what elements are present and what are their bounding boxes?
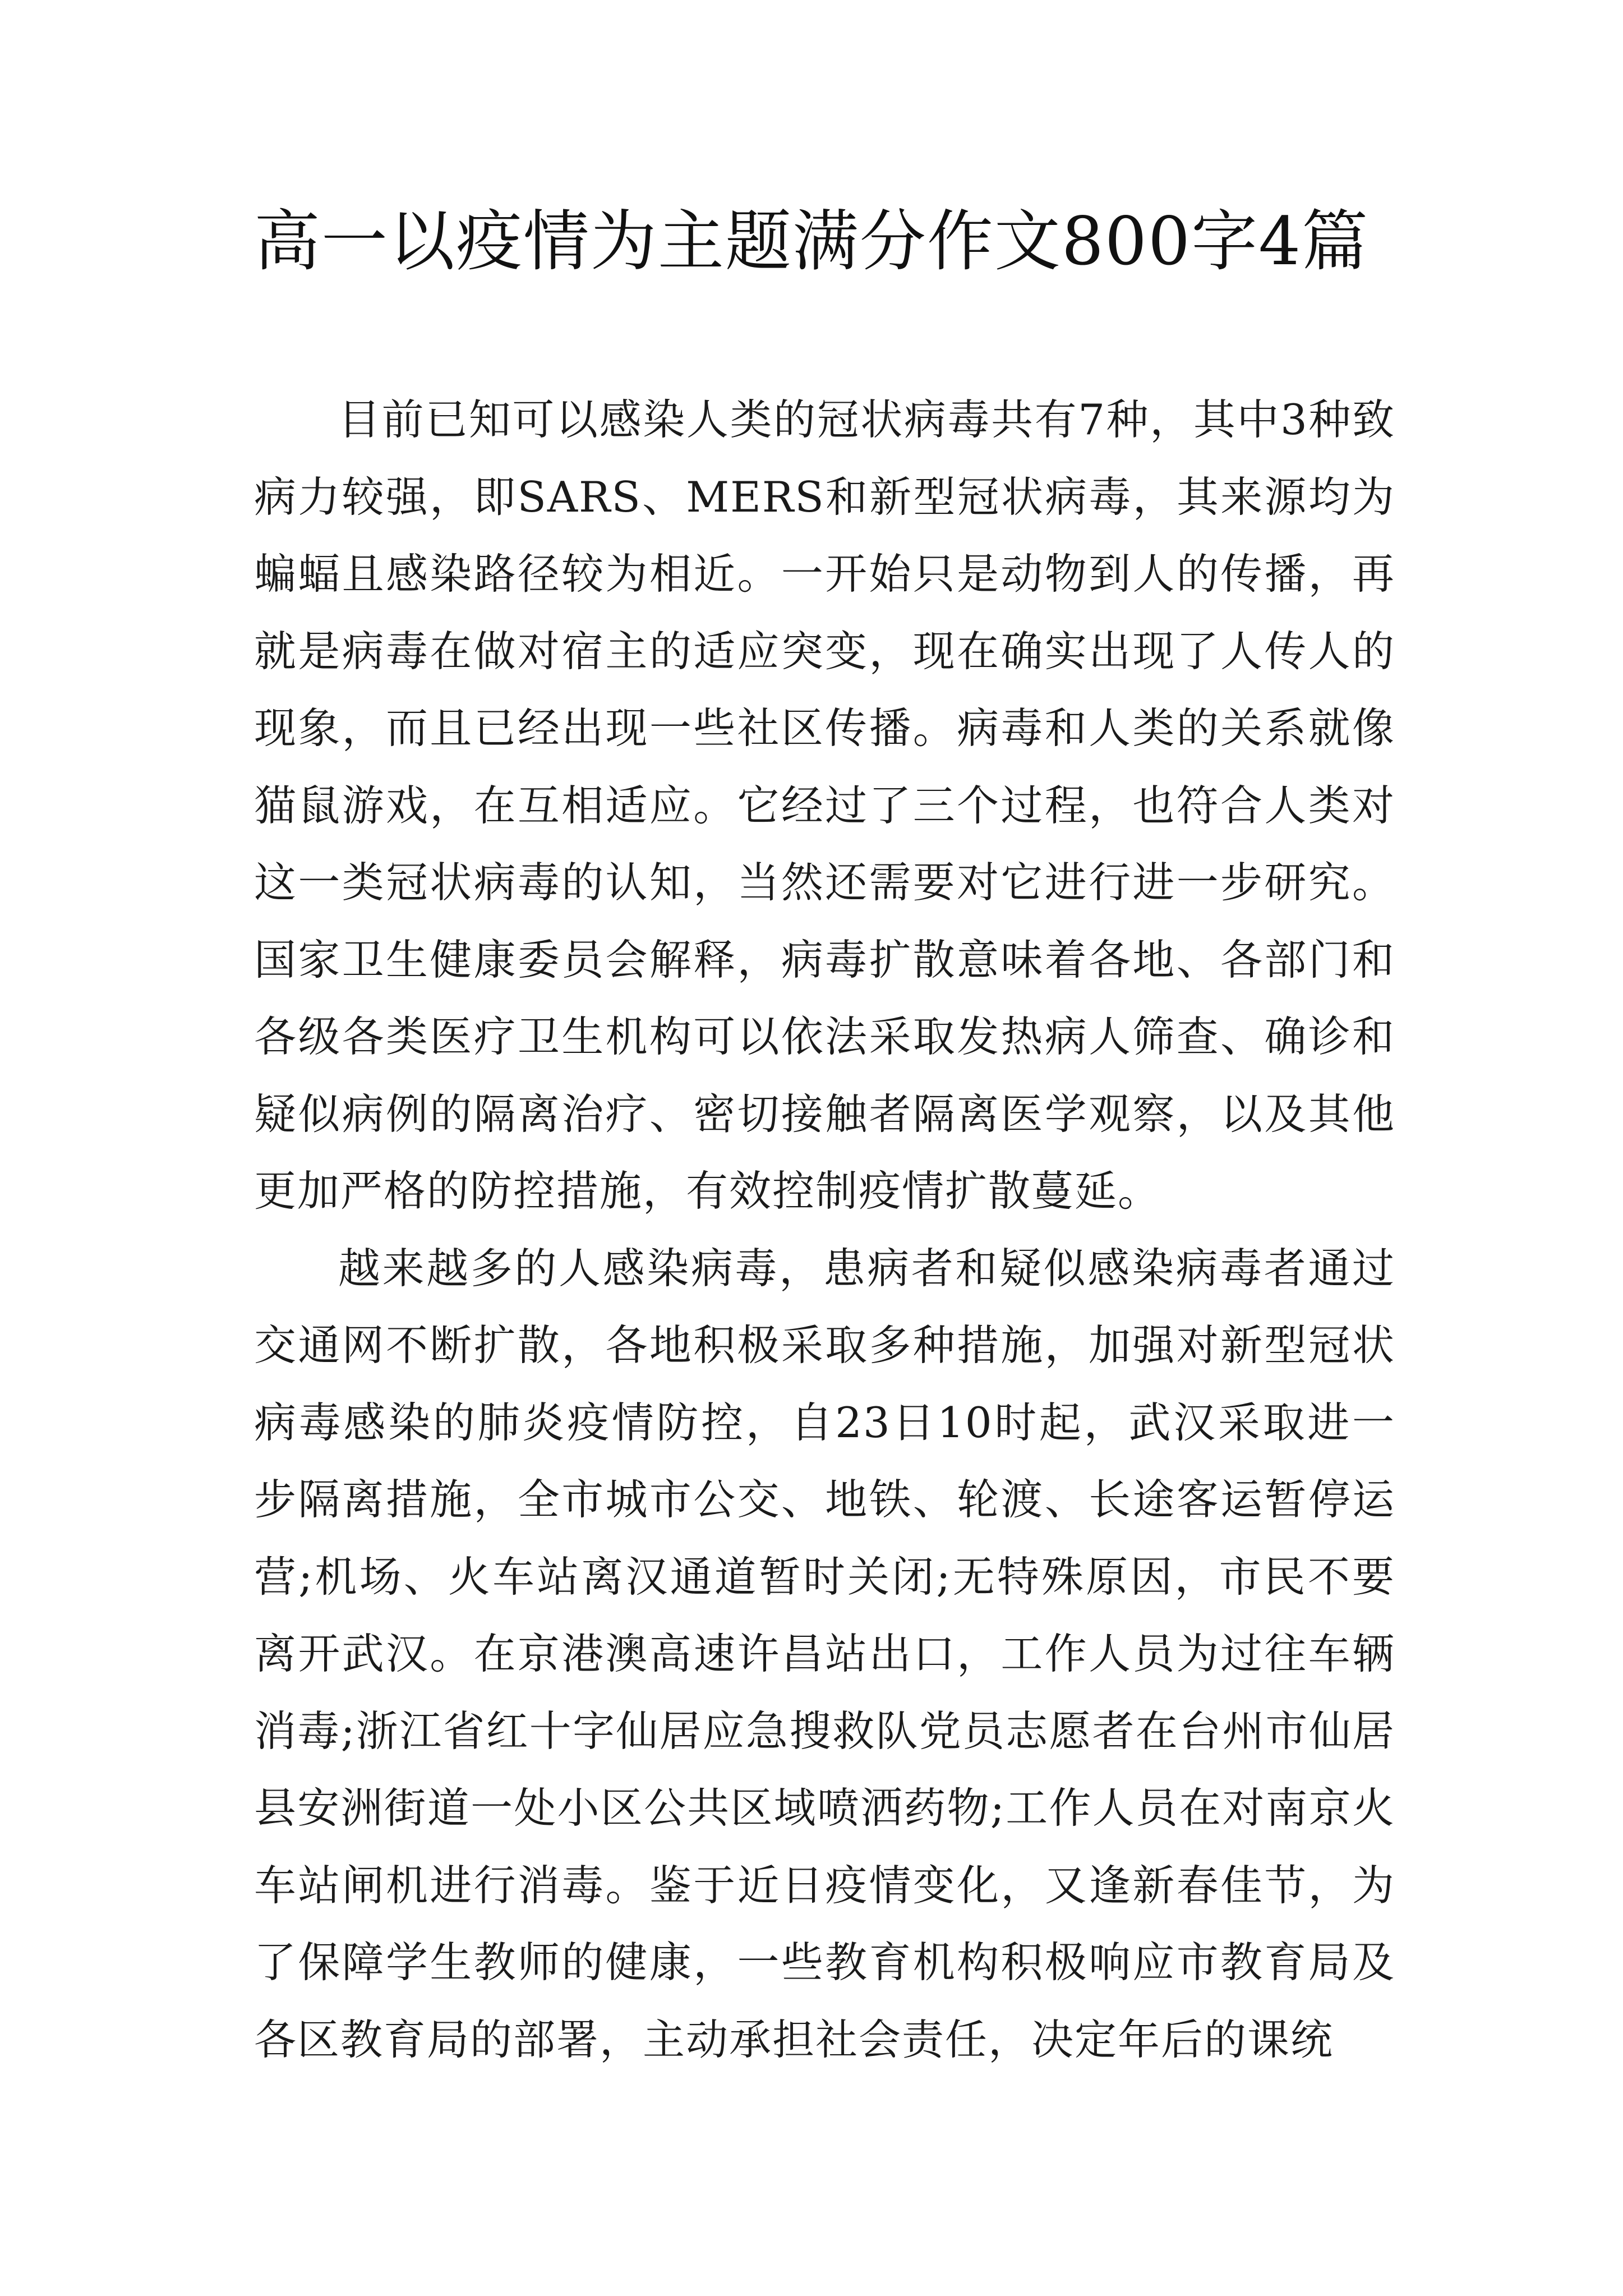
document-title: 高一以疫情为主题满分作文800字4篇 bbox=[253, 203, 1370, 280]
document-body bbox=[254, 381, 1395, 2078]
paragraph-1: 目前已知可以感染人类的冠状病毒共有7种，其中3种致病力较强，即SARS、MERS和新型冠状病毒，其来源均为蝙蝠且感染路径较为相近。一开始只是动物到人的传播，再就是病毒在做对宿主的适应突变，现在确实出现了人传人的现象，而且已经出现一些社区传播。病毒和人类的关系就像猫鼠游戏，在互相适应。它经过了三个过程，也符合人类对这一类冠状病毒的认知，当然还需要对它进行进一步研究。国家卫生健康委员会解释，病毒扩散意味着各地、各部门和各级各类医疗卫生机构可以依法采取发热病人筛查、确诊和疑似病例的隔离治疗、密切接触者隔离医学观察，以及其他更加严格的防控措施，有效控制疫情扩散蔓延。 bbox=[254, 395, 1395, 1216]
paragraph-2: 越来越多的人感染病毒，患病者和疑似感染病毒者通过交通网不断扩散，各地积极采取多种措施，加强对新型冠状病毒感染的肺炎疫情防控，自23日10时起，武汉采取进一步隔离措施，全市城市公交、地铁、轮渡、长途客运暂停运营;机场、火车站离汉通道暂时关闭;无特殊原因，市民不要离开武汉。在京港澳高速许昌站出口，工作人员为过往车辆消毒;浙江省红十字仙居应急搜救队党员志愿者在台州市仙居县安洲街道一处小区公共区域喷洒药物;工作人员在对南京火车站闸机进行消毒。鉴于近日疫情变化，又逢新春佳节，为了保障学生教师的健康，一些教育机构积极响应市教育局及各区教育局的部署，主动承担社会责任，决定年后的课统 bbox=[254, 1243, 1395, 2064]
